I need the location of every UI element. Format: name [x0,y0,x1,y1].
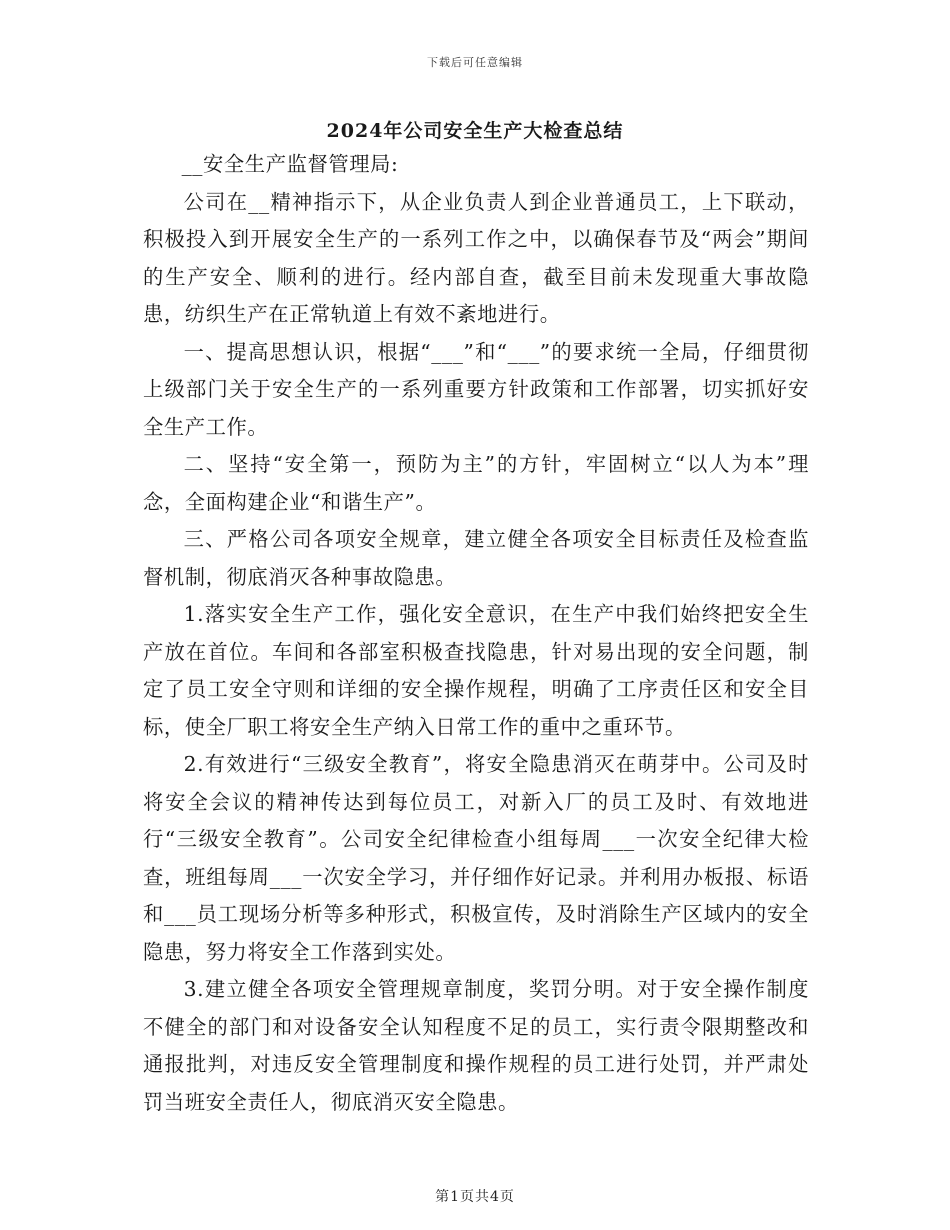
page-number: 第1页共4页 [435,1189,515,1205]
paragraph-intro: 公司在__精神指示下，从企业负责人到企业普通员工，上下联动，积极投入到开展安全生产的一系列工作之中，以确保春节及“两会”期间的生产安全、顺利的进行。经内部自查，截至目前未发现重大事故隐患，纺织生产在正常轨道上有效不紊地进行。 [143,189,809,326]
paragraph-item-3: 3.建立健全各项安全管理规章制度，奖罚分明。对于安全操作制度不健全的部门和对设备安全认知程度不足的员工，实行责令限期整改和通报批判，对违反安全管理制度和操作规程的员工进行处罚，并严肃处罚当班安全责任人，彻底消灭安全隐患。 [143,977,809,1114]
paragraph-section-1: 一、提高思想认识，根据“___”和“___”的要求统一全局，仔细贯彻上级部门关于安全生产的一系列重要方针政策和工作部署，切实抓好安全生产工作。 [143,339,809,439]
paragraph-section-2: 二、坚持“安全第一，预防为主”的方针，牢固树立“以人为本”理念，全面构建企业“和谐生产”。 [143,452,809,514]
salutation: __安全生产监督管理局: [181,152,399,176]
header-note: 下载后可任意编辑 [427,56,523,69]
paragraph-item-1: 1.落实安全生产工作，强化安全意识，在生产中我们始终把安全生产放在首位。车间和各部室积极查找隐患，针对易出现的安全问题，制定了员工安全守则和详细的安全操作规程，明确了工序责任区和安全目标，使全厂职工将安全生产纳入日常工作的重中之重环节。 [143,602,809,739]
document-title: 2024年公司安全生产大检查总结 [326,120,624,142]
paragraph-section-3: 三、严格公司各项安全规章，建立健全各项安全目标责任及检查监督机制，彻底消灭各种事故隐患。 [143,527,809,589]
paragraph-item-2: 2.有效进行“三级安全教育”，将安全隐患消灭在萌芽中。公司及时将安全会议的精神传达到每位员工，对新入厂的员工及时、有效地进行“三级安全教育”。公司安全纪律检查小组每周___一次安全纪律大检查，班组每周___一次安全学习，并仔细作好记录。并利用办板报、标语和___员工现场分析等多种形式，积极宣传，及时消除生产区域内的安全隐患，努力将安全工作落到实处。 [143,752,809,964]
document-body [143,146,809,1121]
